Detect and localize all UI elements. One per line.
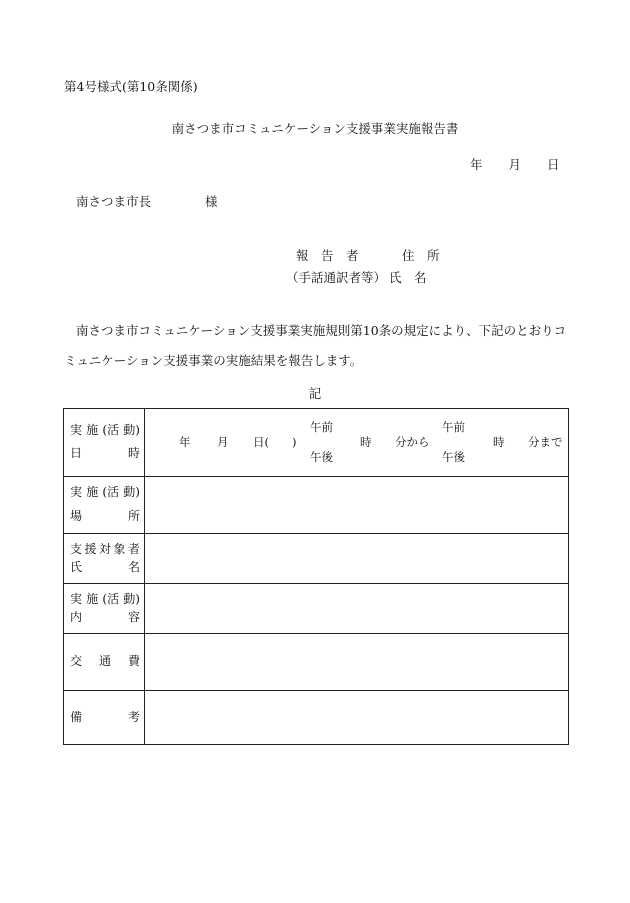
label-cell bbox=[64, 583, 145, 633]
label-line-top: 支 援 対 象 者 bbox=[70, 542, 140, 556]
table-row-place bbox=[64, 476, 568, 534]
label-cell bbox=[64, 533, 145, 583]
label-line-top: 実 施 (活 動) bbox=[70, 423, 140, 437]
label-line-bottom: 日 時 bbox=[70, 446, 140, 460]
report-statement: 南さつま市コミュニケーション支援事業実施規則第10条の規定により、下記のとおりコミュニケーション支援事業の実施結果を報告します。 bbox=[64, 323, 567, 368]
dt-day-paren: 日( ) bbox=[253, 435, 297, 449]
dt-end-pm: 午後 bbox=[442, 450, 465, 464]
remarks-value-cell[interactable] bbox=[145, 690, 568, 744]
target-value-cell[interactable] bbox=[145, 533, 568, 583]
label-line-single: 備 考 bbox=[70, 710, 140, 724]
content-value-cell[interactable] bbox=[145, 583, 568, 633]
reporter-name-label: 氏 名 bbox=[389, 270, 427, 285]
dt-end-hour: 時 bbox=[493, 435, 505, 449]
reporter-role: 報 告 者 bbox=[296, 248, 359, 263]
datetime-value-cell[interactable] bbox=[145, 409, 568, 476]
label-cell bbox=[64, 690, 145, 744]
dt-from: 分から bbox=[395, 435, 430, 449]
table-row-remarks bbox=[64, 690, 568, 744]
label-cell bbox=[64, 633, 145, 690]
label-cell bbox=[64, 476, 145, 533]
report-table bbox=[63, 408, 569, 745]
dt-month: 月 bbox=[217, 435, 229, 449]
dt-to: 分まで bbox=[528, 435, 563, 449]
place-value-cell[interactable] bbox=[145, 476, 568, 533]
label-line-bottom: 内 容 bbox=[70, 610, 140, 624]
dt-year: 年 bbox=[179, 435, 191, 449]
transport-value-cell[interactable] bbox=[145, 633, 568, 690]
table-row-transport bbox=[64, 633, 568, 691]
label-line-top: 実 施 (活 動) bbox=[70, 485, 140, 499]
dt-start-hour: 時 bbox=[360, 435, 372, 449]
label-line-top: 実 施 (活 動) bbox=[70, 592, 140, 606]
document-title: 南さつま市コミュニケーション支援事業実施報告書 bbox=[171, 121, 459, 136]
label-cell bbox=[64, 409, 145, 476]
ki-heading: 記 bbox=[308, 386, 322, 401]
table-row-content bbox=[64, 583, 568, 634]
addressee-honorific: 様 bbox=[205, 194, 218, 209]
report-date bbox=[470, 157, 560, 173]
date-year: 年 bbox=[470, 157, 483, 172]
label-line-bottom: 氏 名 bbox=[70, 560, 140, 574]
dt-end-am: 午前 bbox=[442, 420, 465, 434]
reporter-role-sub: （手話通訳者等） bbox=[286, 270, 387, 285]
form-number: 第4号様式(第10条関係) bbox=[64, 79, 198, 94]
label-line-bottom: 場 所 bbox=[70, 509, 140, 523]
addressee bbox=[76, 194, 218, 210]
addressee-name: 南さつま市長 bbox=[76, 194, 152, 209]
reporter-address-label: 住 所 bbox=[402, 248, 440, 263]
dt-start-pm: 午後 bbox=[310, 450, 333, 464]
date-day: 日 bbox=[547, 157, 560, 172]
dt-start-am: 午前 bbox=[310, 420, 333, 434]
date-month: 月 bbox=[508, 157, 522, 172]
table-row-datetime bbox=[64, 409, 568, 477]
table-row-target bbox=[64, 533, 568, 584]
label-line-single: 交 通 費 bbox=[70, 654, 140, 668]
